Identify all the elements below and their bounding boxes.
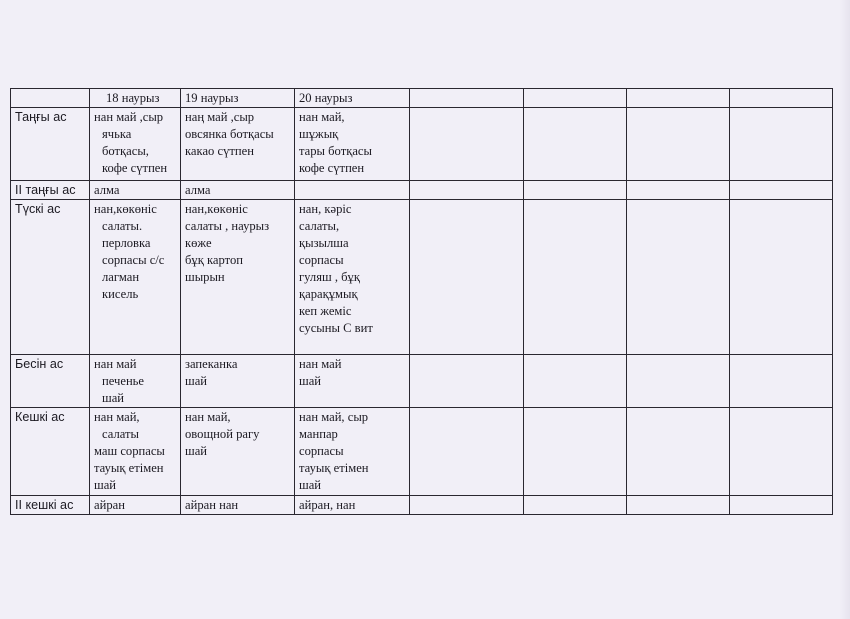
empty-cell	[627, 181, 730, 200]
menu-cell: нан, кәріс салаты, қызылша сорпасы гуляш , бұқ қарақұмық кеп жеміс сусыны С вит	[295, 200, 410, 355]
menu-cell: айран	[90, 496, 181, 515]
header-cell-date: 20 наурыз	[295, 89, 410, 108]
empty-cell	[730, 408, 833, 496]
meal-name: Таңғы ас	[11, 108, 90, 181]
page-edge	[840, 0, 850, 619]
menu-cell: нан май, овощной рагу шай	[181, 408, 295, 496]
menu-cell: айран, нан	[295, 496, 410, 515]
header-cell-empty	[730, 89, 833, 108]
menu-cell: нан май печенье шай	[90, 355, 181, 408]
header-cell-empty	[627, 89, 730, 108]
empty-cell	[410, 181, 524, 200]
meal-name: Түскі ас	[11, 200, 90, 355]
meal-name: II таңғы ас	[11, 181, 90, 200]
table-row-breakfast	[11, 108, 833, 181]
empty-cell	[524, 408, 627, 496]
header-cell-meal	[11, 89, 90, 108]
empty-cell	[524, 181, 627, 200]
menu-cell: нан май, шұжық тары ботқасы кофе сүтпен	[295, 108, 410, 181]
menu-cell	[295, 181, 410, 200]
menu-cell: запеканка шай	[181, 355, 295, 408]
menu-cell: нан,көкөніс салаты. перловка сорпасы с/с лагман кисель	[90, 200, 181, 355]
menu-cell: нан май, салаты маш сорпасы тауық етімен шай	[90, 408, 181, 496]
table-row-lunch	[11, 200, 833, 355]
empty-cell	[730, 108, 833, 181]
menu-cell: нан май шай	[295, 355, 410, 408]
table-row-dinner	[11, 408, 833, 496]
empty-cell	[730, 181, 833, 200]
empty-cell	[627, 108, 730, 181]
weekly-menu-table	[10, 88, 833, 515]
header-cell-empty	[410, 89, 524, 108]
menu-cell: алма	[90, 181, 181, 200]
empty-cell	[524, 496, 627, 515]
table-row-afternoon-snack	[11, 355, 833, 408]
meal-name: II кешкі ас	[11, 496, 90, 515]
empty-cell	[410, 408, 524, 496]
menu-cell: айран нан	[181, 496, 295, 515]
empty-cell	[730, 355, 833, 408]
header-cell-empty	[524, 89, 627, 108]
header-cell-date: 19 наурыз	[181, 89, 295, 108]
header-row	[11, 89, 833, 108]
empty-cell	[524, 200, 627, 355]
empty-cell	[524, 108, 627, 181]
meal-name: Кешкі ас	[11, 408, 90, 496]
empty-cell	[627, 200, 730, 355]
table-row-second-dinner	[11, 496, 833, 515]
menu-cell: алма	[181, 181, 295, 200]
menu-cell: наң май ,сыр овсянка ботқасы какао сүтпен	[181, 108, 295, 181]
menu-cell: нан май, сыр манпар сорпасы тауық етімен шай	[295, 408, 410, 496]
empty-cell	[410, 108, 524, 181]
empty-cell	[730, 200, 833, 355]
header-cell-date: 18 наурыз	[90, 89, 181, 108]
empty-cell	[410, 355, 524, 408]
empty-cell	[627, 496, 730, 515]
empty-cell	[627, 355, 730, 408]
menu-cell: нан май ,сыр ячька ботқасы, кофе сүтпен	[90, 108, 181, 181]
empty-cell	[410, 496, 524, 515]
empty-cell	[627, 408, 730, 496]
empty-cell	[524, 355, 627, 408]
menu-cell: нан,көкөніс салаты , наурыз көже бұқ картоп шырын	[181, 200, 295, 355]
meal-name: Бесін ас	[11, 355, 90, 408]
empty-cell	[730, 496, 833, 515]
empty-cell	[410, 200, 524, 355]
table-row-second-breakfast	[11, 181, 833, 200]
